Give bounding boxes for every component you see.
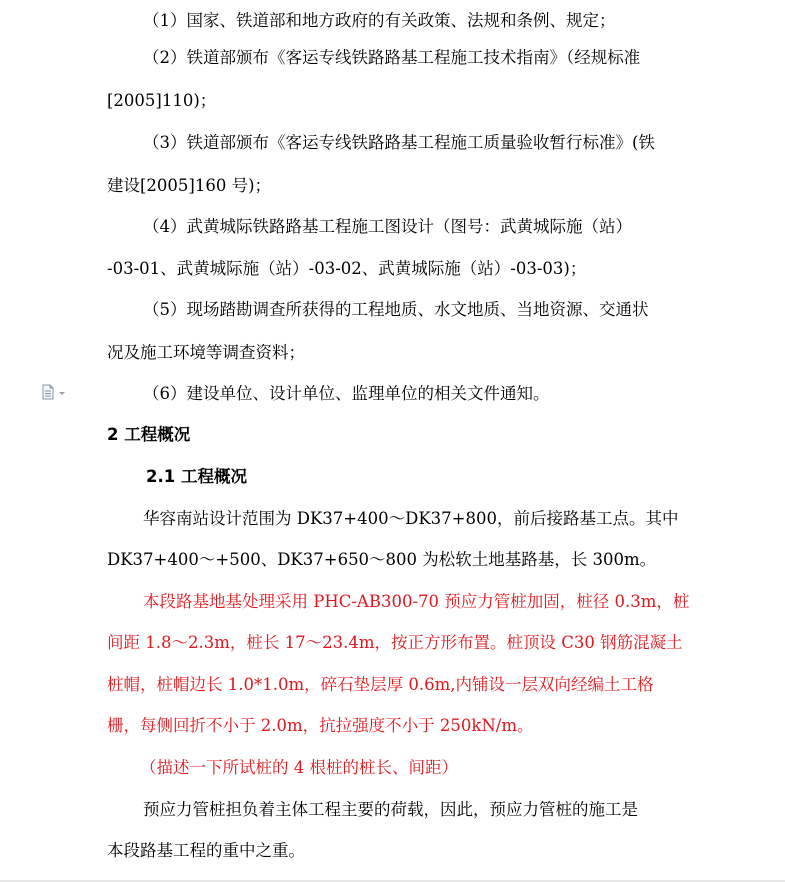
paragraph-scope-cont: DK37+400～+500、DK37+650～800 为松软土地基路基，长 300m。: [107, 550, 657, 569]
subsection-heading: 2.1 工程概况: [146, 467, 247, 486]
basis-item-3-cont: 建设[2005]160 号)；: [107, 176, 272, 195]
basis-item-4-cont: -03-01、武黄城际施（站）-03-02、武黄城际施（站）-03-03)；: [107, 259, 587, 278]
paragraph-treatment-cont-3: 栅，每侧回折不小于 2.0m，抗拉强度不小于 250kN/m。: [107, 716, 534, 735]
basis-item-3: （3）铁道部颁布《客运专线铁路路基工程施工质量验收暂行标准》(铁: [143, 133, 655, 152]
paragraph-importance-cont: 本段路基工程的重中之重。: [107, 841, 305, 860]
basis-item-6: （6）建设单位、设计单位、监理单位的相关文件通知。: [143, 384, 550, 403]
paragraph-importance: 预应力管桩担负着主体工程主要的荷载，因此，预应力管桩的施工是: [143, 800, 638, 819]
paragraph-scope: 华容南站设计范围为 DK37+400～DK37+800，前后接路基工点。其中: [143, 509, 679, 528]
section-heading: 2 工程概况: [107, 425, 191, 444]
paragraph-treatment-cont-2: 桩帽，桩帽边长 1.0*1.0m，碎石垫层厚 0.6m,内铺设一层双向经编土工格: [107, 675, 654, 694]
paragraph-treatment: 本段路基地基处理采用 PHC-AB300-70 预应力管桩加固，桩径 0.3m，桩: [143, 592, 690, 611]
paragraph-treatment-cont-1: 间距 1.8～2.3m，桩长 17～23.4m，按正方形布置。桩顶设 C30 钢筋混凝土: [107, 633, 683, 652]
basis-item-1: （1）国家、铁道部和地方政府的有关政策、法规和条例、规定；: [143, 11, 616, 30]
basis-item-5-cont: 况及施工环境等调查资料；: [107, 343, 305, 362]
basis-item-5: （5）现场踏勘调查所获得的工程地质、水文地质、当地资源、交通状: [143, 300, 649, 319]
note-test-piles: （描述一下所试桩的 4 根桩的桩长、间距）: [140, 758, 458, 777]
basis-item-4: （4）武黄城际铁路路基工程施工图设计（图号：武黄城际施（站）: [143, 217, 632, 236]
basis-item-2-cont: [2005]110)；: [107, 91, 217, 110]
basis-item-2: （2）铁道部颁布《客运专线铁路路基工程施工技术指南》（经规标准: [143, 48, 641, 67]
